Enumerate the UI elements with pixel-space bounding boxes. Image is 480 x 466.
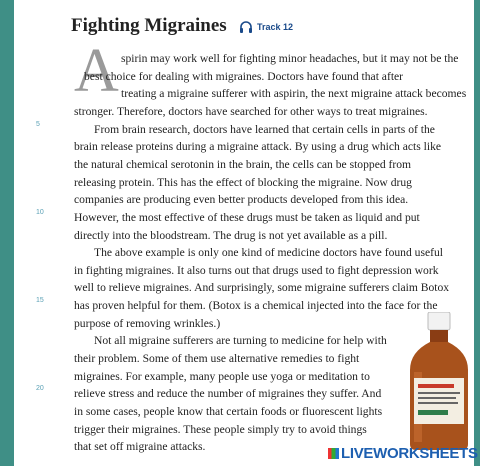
article-line: releasing protein. This has the effect of blocking the migraine. Now drug [74, 175, 412, 189]
article-line: treating a migraine sufferer with aspirin, the next migraine attack becomes [121, 87, 467, 101]
line-number: 20 [36, 385, 44, 392]
worksheet-page [14, 0, 478, 466]
article-line: From brain research, doctors have learned that certain cells in parts of the [94, 122, 435, 136]
article-line: spirin may work well for fighting minor headaches, but it may not be the [121, 52, 459, 65]
article-line: migraines. For example, many people use yoga or meditation to [74, 369, 370, 383]
article-line: directly into the bloodstream. The drug is not yet available as a pill. [74, 228, 388, 242]
headphones-icon[interactable] [238, 19, 254, 35]
article-line: that set off migraine attacks. [74, 440, 206, 454]
article-line: well to relieve migraines. And surprisingly, some migraine sufferers claim Botox [74, 281, 450, 295]
article-line: has proven helpful for them. (Botox is a chemical injected into the face for the [74, 299, 438, 313]
article-title: Fighting Migraines [71, 15, 227, 36]
article-line: However, the most effective of these drugs must be taken as liquid and put [74, 210, 420, 224]
article-line: the natural chemical serotonin in the brain, the cells can be stopped from [74, 157, 412, 171]
article-line: The above example is only one kind of medicine doctors have found useful [94, 246, 444, 260]
article-line: Not all migraine sufferers are turning to medicine for help with [94, 334, 387, 348]
liveworksheets-logo: LIVEWORKSHEETS [328, 445, 478, 462]
line-number: 10 [36, 209, 44, 216]
drop-cap: A [74, 37, 119, 105]
article-line: in fighting migraines. It also turns out that drugs used to fight depression work [74, 263, 439, 277]
article-line: stronger. Therefore, doctors have searched for other ways to treat migraines. [74, 104, 428, 118]
article-line: trigger their migraines. These people simply try to avoid things [74, 422, 367, 436]
article-line: companies are producing even better products developed from this idea. [74, 193, 409, 207]
article-line: in some cases, people know that certain foods or fluorescent lights [74, 405, 383, 418]
line-number: 15 [36, 297, 44, 304]
article-line: best choice for dealing with migraines. Doctors have found that after [84, 69, 404, 83]
medicine-bottle-image [404, 312, 474, 452]
article-line: their problem. Some of them use alternative remedies to fight [74, 352, 360, 366]
article-line: brain release proteins during a migraine attack. By using a drug which acts like [74, 140, 442, 154]
article-line: purpose of removing wrinkles.) [74, 316, 221, 330]
line-number: 5 [36, 121, 40, 128]
audio-track-label: Track 12 [257, 22, 294, 32]
article-line: relieve stress and reduce the number of migraines they suffer. And [74, 387, 382, 401]
